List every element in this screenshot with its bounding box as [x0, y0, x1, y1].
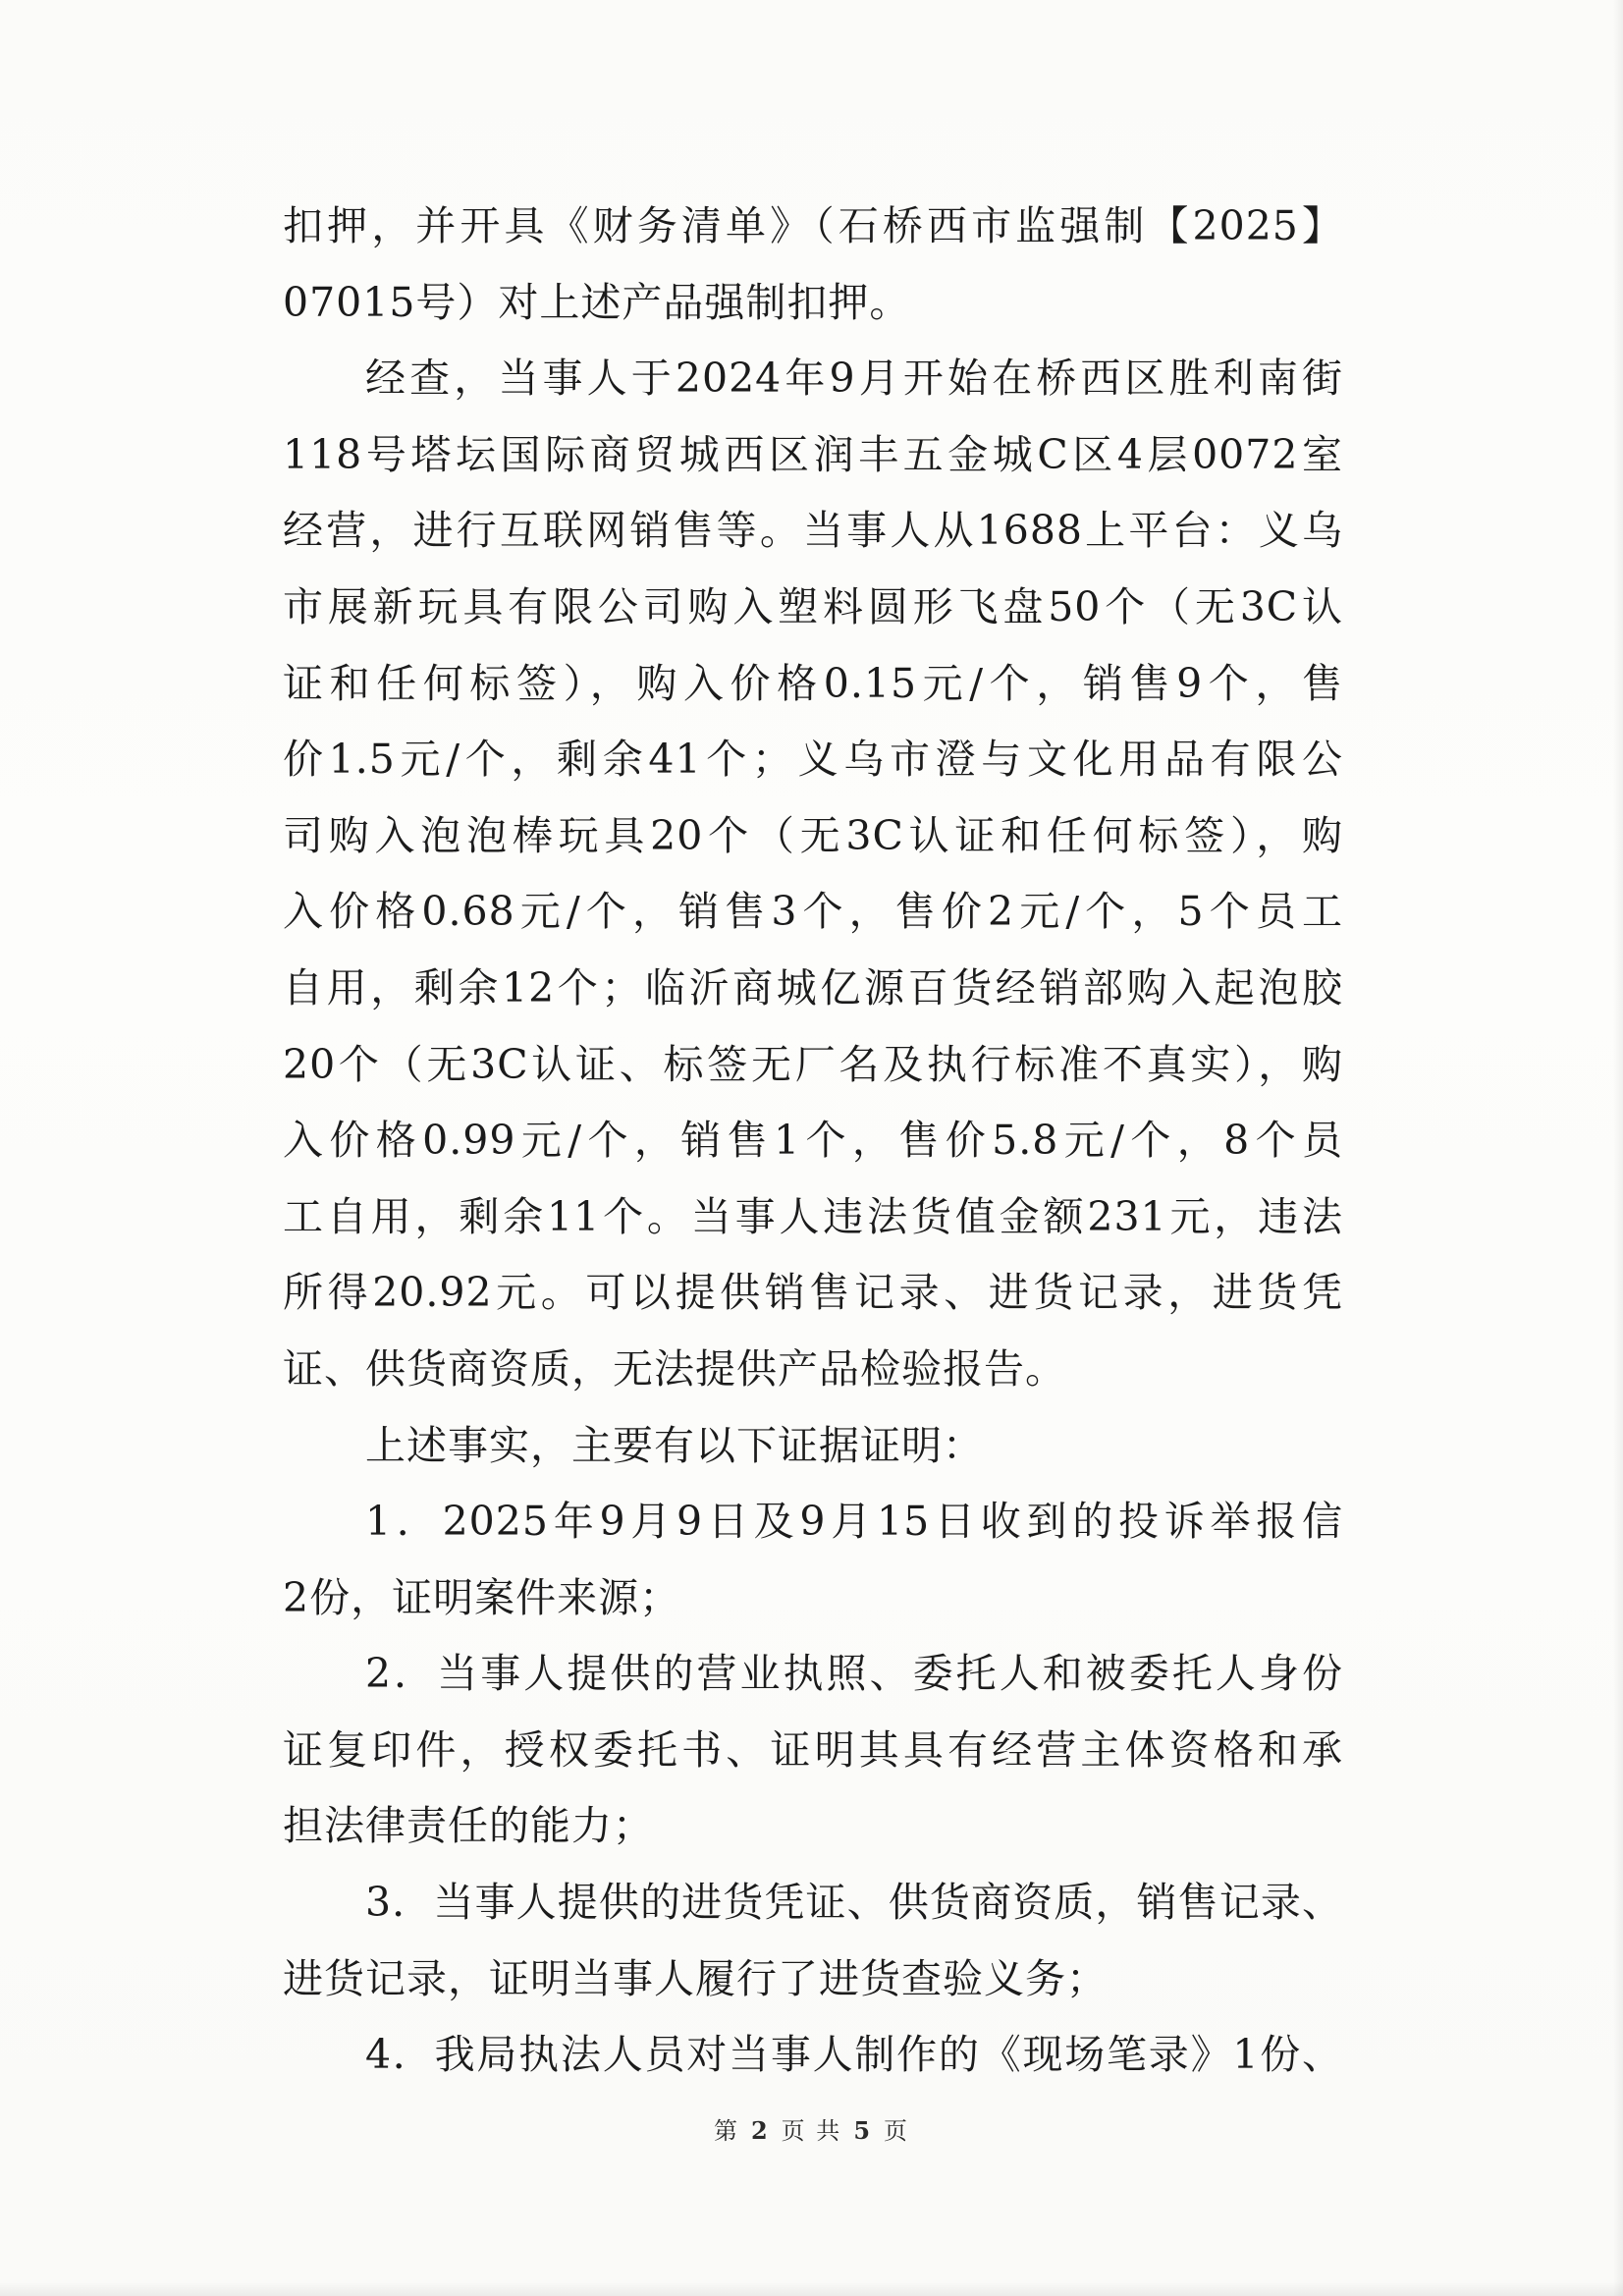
text-line: 20个（无3C认证、标签无厂名及执行标准不真实），购 [283, 1040, 1343, 1088]
text-line: 所得20.92元。可以提供销售记录、进货记录，进货凭 [283, 1269, 1343, 1317]
text-line: 入价格0.68元/个，销售3个，售价2元/个，5个员工 [283, 888, 1343, 936]
text-line: 1．2025年9月9日及9月15日收到的投诉举报信 [365, 1498, 1343, 1546]
scan-edge-bottom [0, 2282, 1623, 2296]
text-line: 2．当事人提供的营业执照、委托人和被委托人身份 [365, 1650, 1343, 1698]
total-page-number: 5 [853, 2116, 873, 2145]
text-line: 进货记录，证明当事人履行了进货查验义务； [283, 1954, 1108, 2002]
text-line: 4．我局执法人员对当事人制作的《现场笔录》1份、 [365, 2031, 1343, 2079]
scan-edge-right [1613, 0, 1623, 2296]
text-line: 07015号）对上述产品强制扣押。 [283, 278, 911, 326]
text-line: 担法律责任的能力； [283, 1802, 654, 1850]
current-page-number: 2 [750, 2116, 770, 2145]
text-line: 工自用，剩余11个。当事人违法货值金额231元，违法 [283, 1192, 1343, 1240]
text-line: 市展新玩具有限公司购入塑料圆形飞盘50个（无3C认 [283, 582, 1343, 630]
text-line: 上述事实，主要有以下证据证明： [365, 1421, 984, 1469]
body-text [283, 189, 1343, 2094]
text-line: 司购入泡泡棒玩具20个（无3C认证和任何标签），购 [283, 811, 1343, 859]
text-line: 经营，进行互联网销售等。当事人从1688上平台：义乌 [283, 507, 1343, 555]
text-line: 经查，当事人于2024年9月开始在桥西区胜利南街 [365, 355, 1343, 403]
footer-prefix: 第 [713, 2117, 739, 2145]
footer-middle: 页 共 [781, 2117, 842, 2145]
text-line: 2份，证明案件来源； [283, 1573, 681, 1621]
text-line: 价1.5元/个，剩余41个；义乌市澄与文化用品有限公 [283, 736, 1343, 784]
text-line: 证复印件，授权委托书、证明其具有经营主体资格和承 [283, 1725, 1343, 1774]
text-line: 3．当事人提供的进货凭证、供货商资质，销售记录、 [365, 1879, 1343, 1927]
text-line: 扣押，并开具《财务清单》（石桥西市监强制【2025】 [283, 202, 1343, 249]
text-line: 证、供货商资质，无法提供产品检验报告。 [283, 1344, 1066, 1393]
footer-suffix: 页 [884, 2117, 910, 2145]
page-footer [0, 2111, 1623, 2146]
text-line: 入价格0.99元/个，销售1个，售价5.8元/个，8个员 [283, 1117, 1343, 1165]
text-line: 自用，剩余12个；临沂商城亿源百货经销部购入起泡胶 [283, 963, 1343, 1011]
text-line: 118号塔坛国际商贸城西区润丰五金城C区4层0072室 [283, 430, 1343, 478]
text-line: 证和任何标签），购入价格0.15元/个，销售9个，售 [283, 659, 1343, 707]
